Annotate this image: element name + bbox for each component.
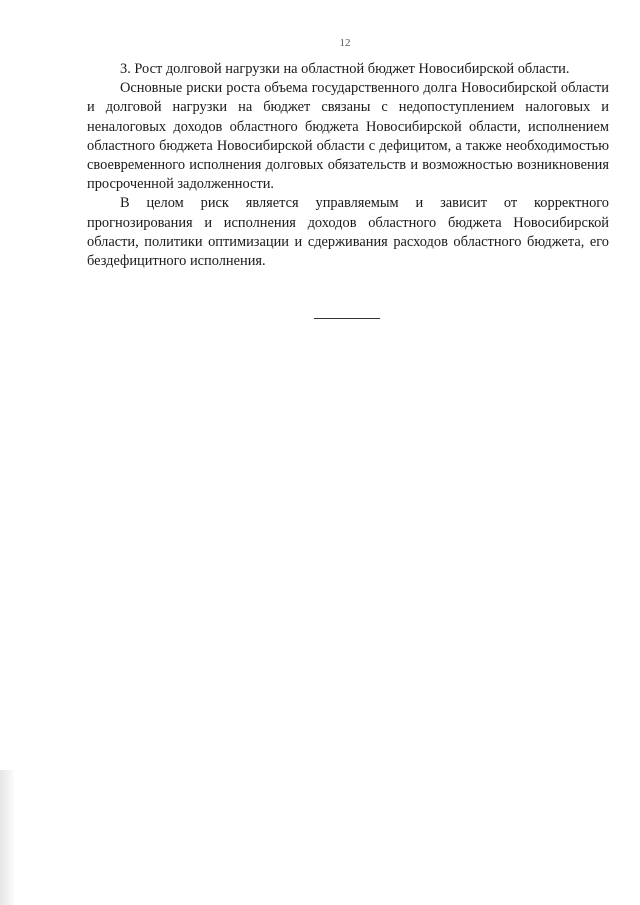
page-number: 12 (339, 37, 351, 49)
scan-edge-shadow (0, 770, 14, 905)
closing-rule (314, 318, 380, 319)
section-heading: 3. Рост долговой нагрузки на областной бюджет Новосибирской области. (120, 61, 570, 77)
paragraph-management: В целом риск является управляемым и зависит от корректного прогнозирования и исполнения доходов областного бюджета Новосибирской области, политики оптимизации и сдерживания расходов областного бюджета, его бездефицитного исполнения. (87, 195, 609, 270)
document-body (87, 60, 609, 271)
paragraph-risks: Основные риски роста объема государственного долга Новосибирской области и долговой нагрузки на бюджет связаны с недопоступлением налоговых и неналоговых доходов областного бюджета Новосибирской области, исполнением областного бюджета Новосибирской области с дефицитом, а также необходимостью своевременного исполнения долговых обязательств и возможностью возникновения просроченной задолженности. (87, 80, 609, 193)
